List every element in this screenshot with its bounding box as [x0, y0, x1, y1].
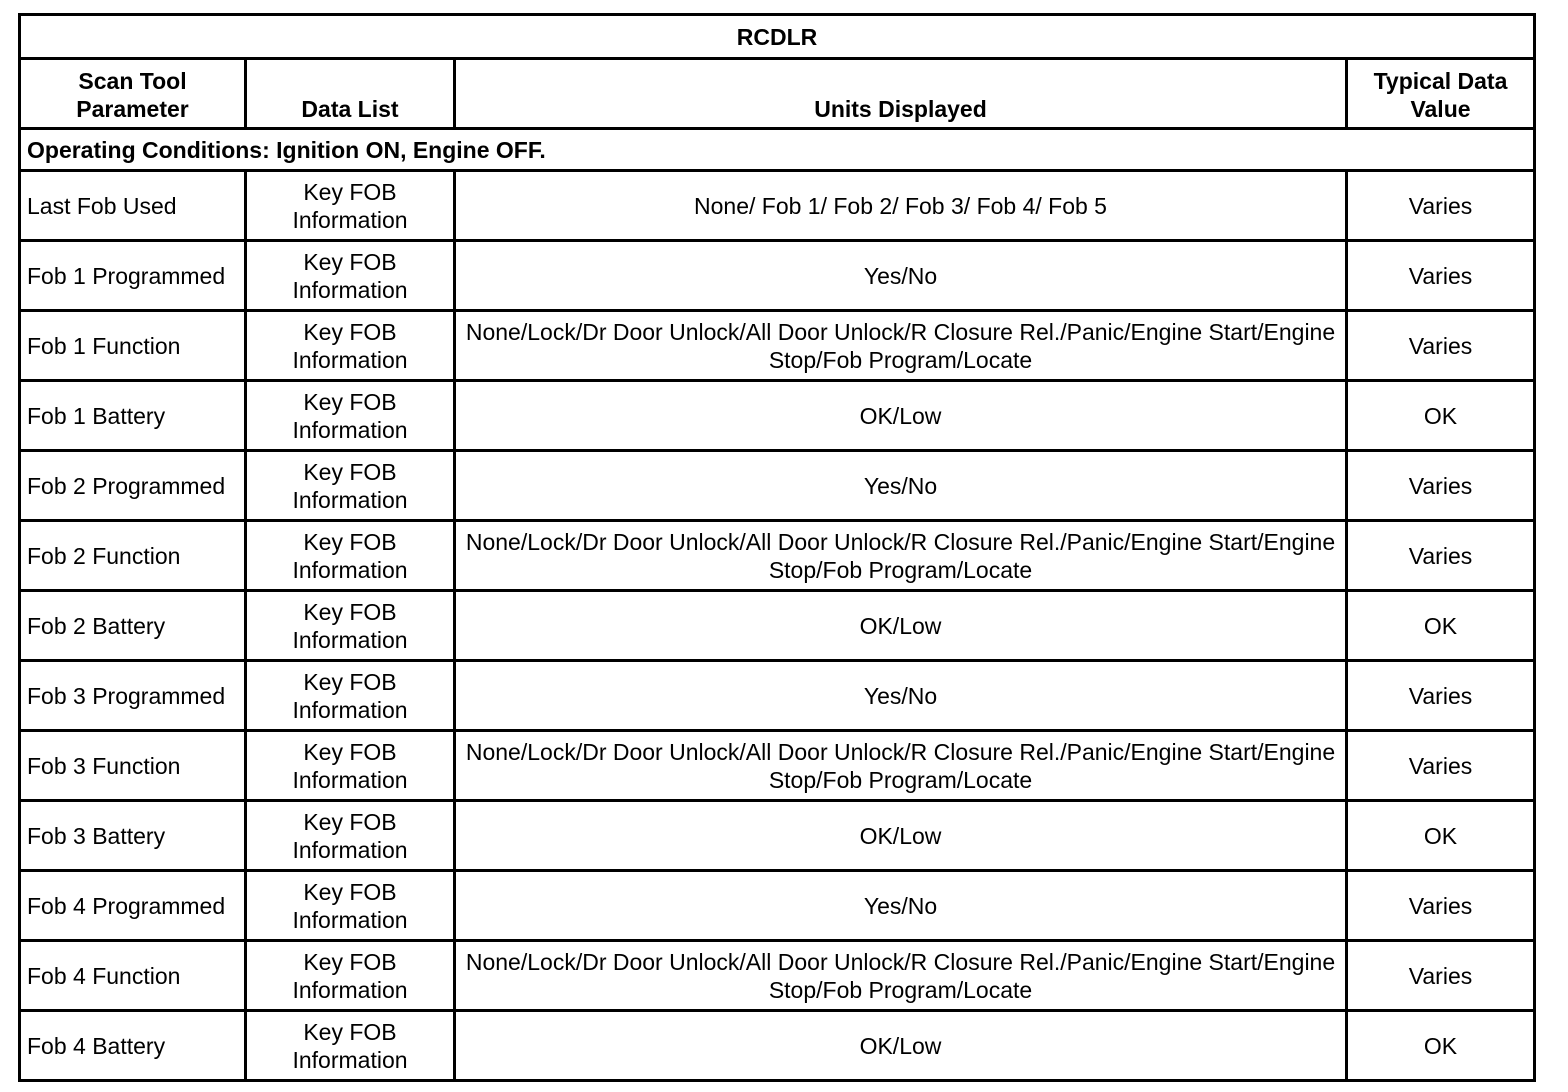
typical-value-cell: Varies	[1347, 171, 1535, 241]
parameter-cell: Fob 1 Battery	[20, 381, 246, 451]
units-cell: Yes/No	[455, 871, 1347, 941]
typical-value-cell: Varies	[1347, 941, 1535, 1011]
typical-value-cell: Varies	[1347, 731, 1535, 801]
typical-value-cell: OK	[1347, 591, 1535, 661]
table-row	[20, 171, 1535, 241]
table-row	[20, 871, 1535, 941]
typical-value-cell: Varies	[1347, 311, 1535, 381]
header-scan-tool-parameter: Scan Tool Parameter	[20, 59, 246, 129]
typical-value-cell: OK	[1347, 801, 1535, 871]
table-header-row	[20, 59, 1535, 129]
units-cell: None/Lock/Dr Door Unlock/All Door Unlock/R Closure Rel./Panic/Engine Start/Engine Stop/Fob Program/Locate	[455, 731, 1347, 801]
table-body	[20, 129, 1535, 1081]
data-list-cell: Key FOB Information	[246, 801, 455, 871]
parameter-cell: Fob 4 Function	[20, 941, 246, 1011]
table-title: RCDLR	[20, 15, 1535, 59]
units-cell: None/Lock/Dr Door Unlock/All Door Unlock/R Closure Rel./Panic/Engine Start/Engine Stop/Fob Program/Locate	[455, 941, 1347, 1011]
units-cell: OK/Low	[455, 381, 1347, 451]
table-row	[20, 731, 1535, 801]
typical-value-cell: Varies	[1347, 451, 1535, 521]
typical-value-cell: Varies	[1347, 871, 1535, 941]
typical-value-cell: Varies	[1347, 661, 1535, 731]
typical-value-cell: Varies	[1347, 521, 1535, 591]
data-list-cell: Key FOB Information	[246, 311, 455, 381]
units-cell: OK/Low	[455, 801, 1347, 871]
data-list-cell: Key FOB Information	[246, 381, 455, 451]
typical-value-cell: OK	[1347, 381, 1535, 451]
typical-value-cell: OK	[1347, 1011, 1535, 1081]
table-row	[20, 801, 1535, 871]
data-list-cell: Key FOB Information	[246, 871, 455, 941]
parameter-cell: Fob 4 Programmed	[20, 871, 246, 941]
data-list-cell: Key FOB Information	[246, 731, 455, 801]
parameter-cell: Fob 1 Programmed	[20, 241, 246, 311]
parameter-cell: Fob 2 Battery	[20, 591, 246, 661]
table-row	[20, 241, 1535, 311]
parameter-cell: Fob 3 Function	[20, 731, 246, 801]
units-cell: None/ Fob 1/ Fob 2/ Fob 3/ Fob 4/ Fob 5	[455, 171, 1347, 241]
units-cell: Yes/No	[455, 451, 1347, 521]
parameter-cell: Last Fob Used	[20, 171, 246, 241]
operating-conditions: Operating Conditions: Ignition ON, Engine OFF.	[20, 129, 1535, 171]
table-row	[20, 661, 1535, 731]
table-row	[20, 941, 1535, 1011]
parameter-cell: Fob 1 Function	[20, 311, 246, 381]
data-list-cell: Key FOB Information	[246, 941, 455, 1011]
rcdlr-data-table	[18, 13, 1536, 1082]
parameter-cell: Fob 2 Function	[20, 521, 246, 591]
data-list-cell: Key FOB Information	[246, 521, 455, 591]
data-list-cell: Key FOB Information	[246, 451, 455, 521]
units-cell: OK/Low	[455, 1011, 1347, 1081]
parameter-cell: Fob 2 Programmed	[20, 451, 246, 521]
table-row	[20, 591, 1535, 661]
header-typical-data-value: Typical Data Value	[1347, 59, 1535, 129]
data-list-cell: Key FOB Information	[246, 591, 455, 661]
data-list-cell: Key FOB Information	[246, 661, 455, 731]
typical-value-cell: Varies	[1347, 241, 1535, 311]
header-data-list: Data List	[246, 59, 455, 129]
table-title-row	[20, 15, 1535, 59]
units-cell: OK/Low	[455, 591, 1347, 661]
parameter-cell: Fob 4 Battery	[20, 1011, 246, 1081]
units-cell: None/Lock/Dr Door Unlock/All Door Unlock/R Closure Rel./Panic/Engine Start/Engine Stop/Fob Program/Locate	[455, 521, 1347, 591]
data-list-cell: Key FOB Information	[246, 171, 455, 241]
table-row	[20, 311, 1535, 381]
parameter-cell: Fob 3 Battery	[20, 801, 246, 871]
table-row	[20, 451, 1535, 521]
data-list-cell: Key FOB Information	[246, 1011, 455, 1081]
table-row	[20, 381, 1535, 451]
table-row	[20, 1011, 1535, 1081]
operating-conditions-row	[20, 129, 1535, 171]
data-list-cell: Key FOB Information	[246, 241, 455, 311]
units-cell: None/Lock/Dr Door Unlock/All Door Unlock/R Closure Rel./Panic/Engine Start/Engine Stop/Fob Program/Locate	[455, 311, 1347, 381]
header-units-displayed: Units Displayed	[455, 59, 1347, 129]
units-cell: Yes/No	[455, 241, 1347, 311]
units-cell: Yes/No	[455, 661, 1347, 731]
parameter-cell: Fob 3 Programmed	[20, 661, 246, 731]
table-row	[20, 521, 1535, 591]
